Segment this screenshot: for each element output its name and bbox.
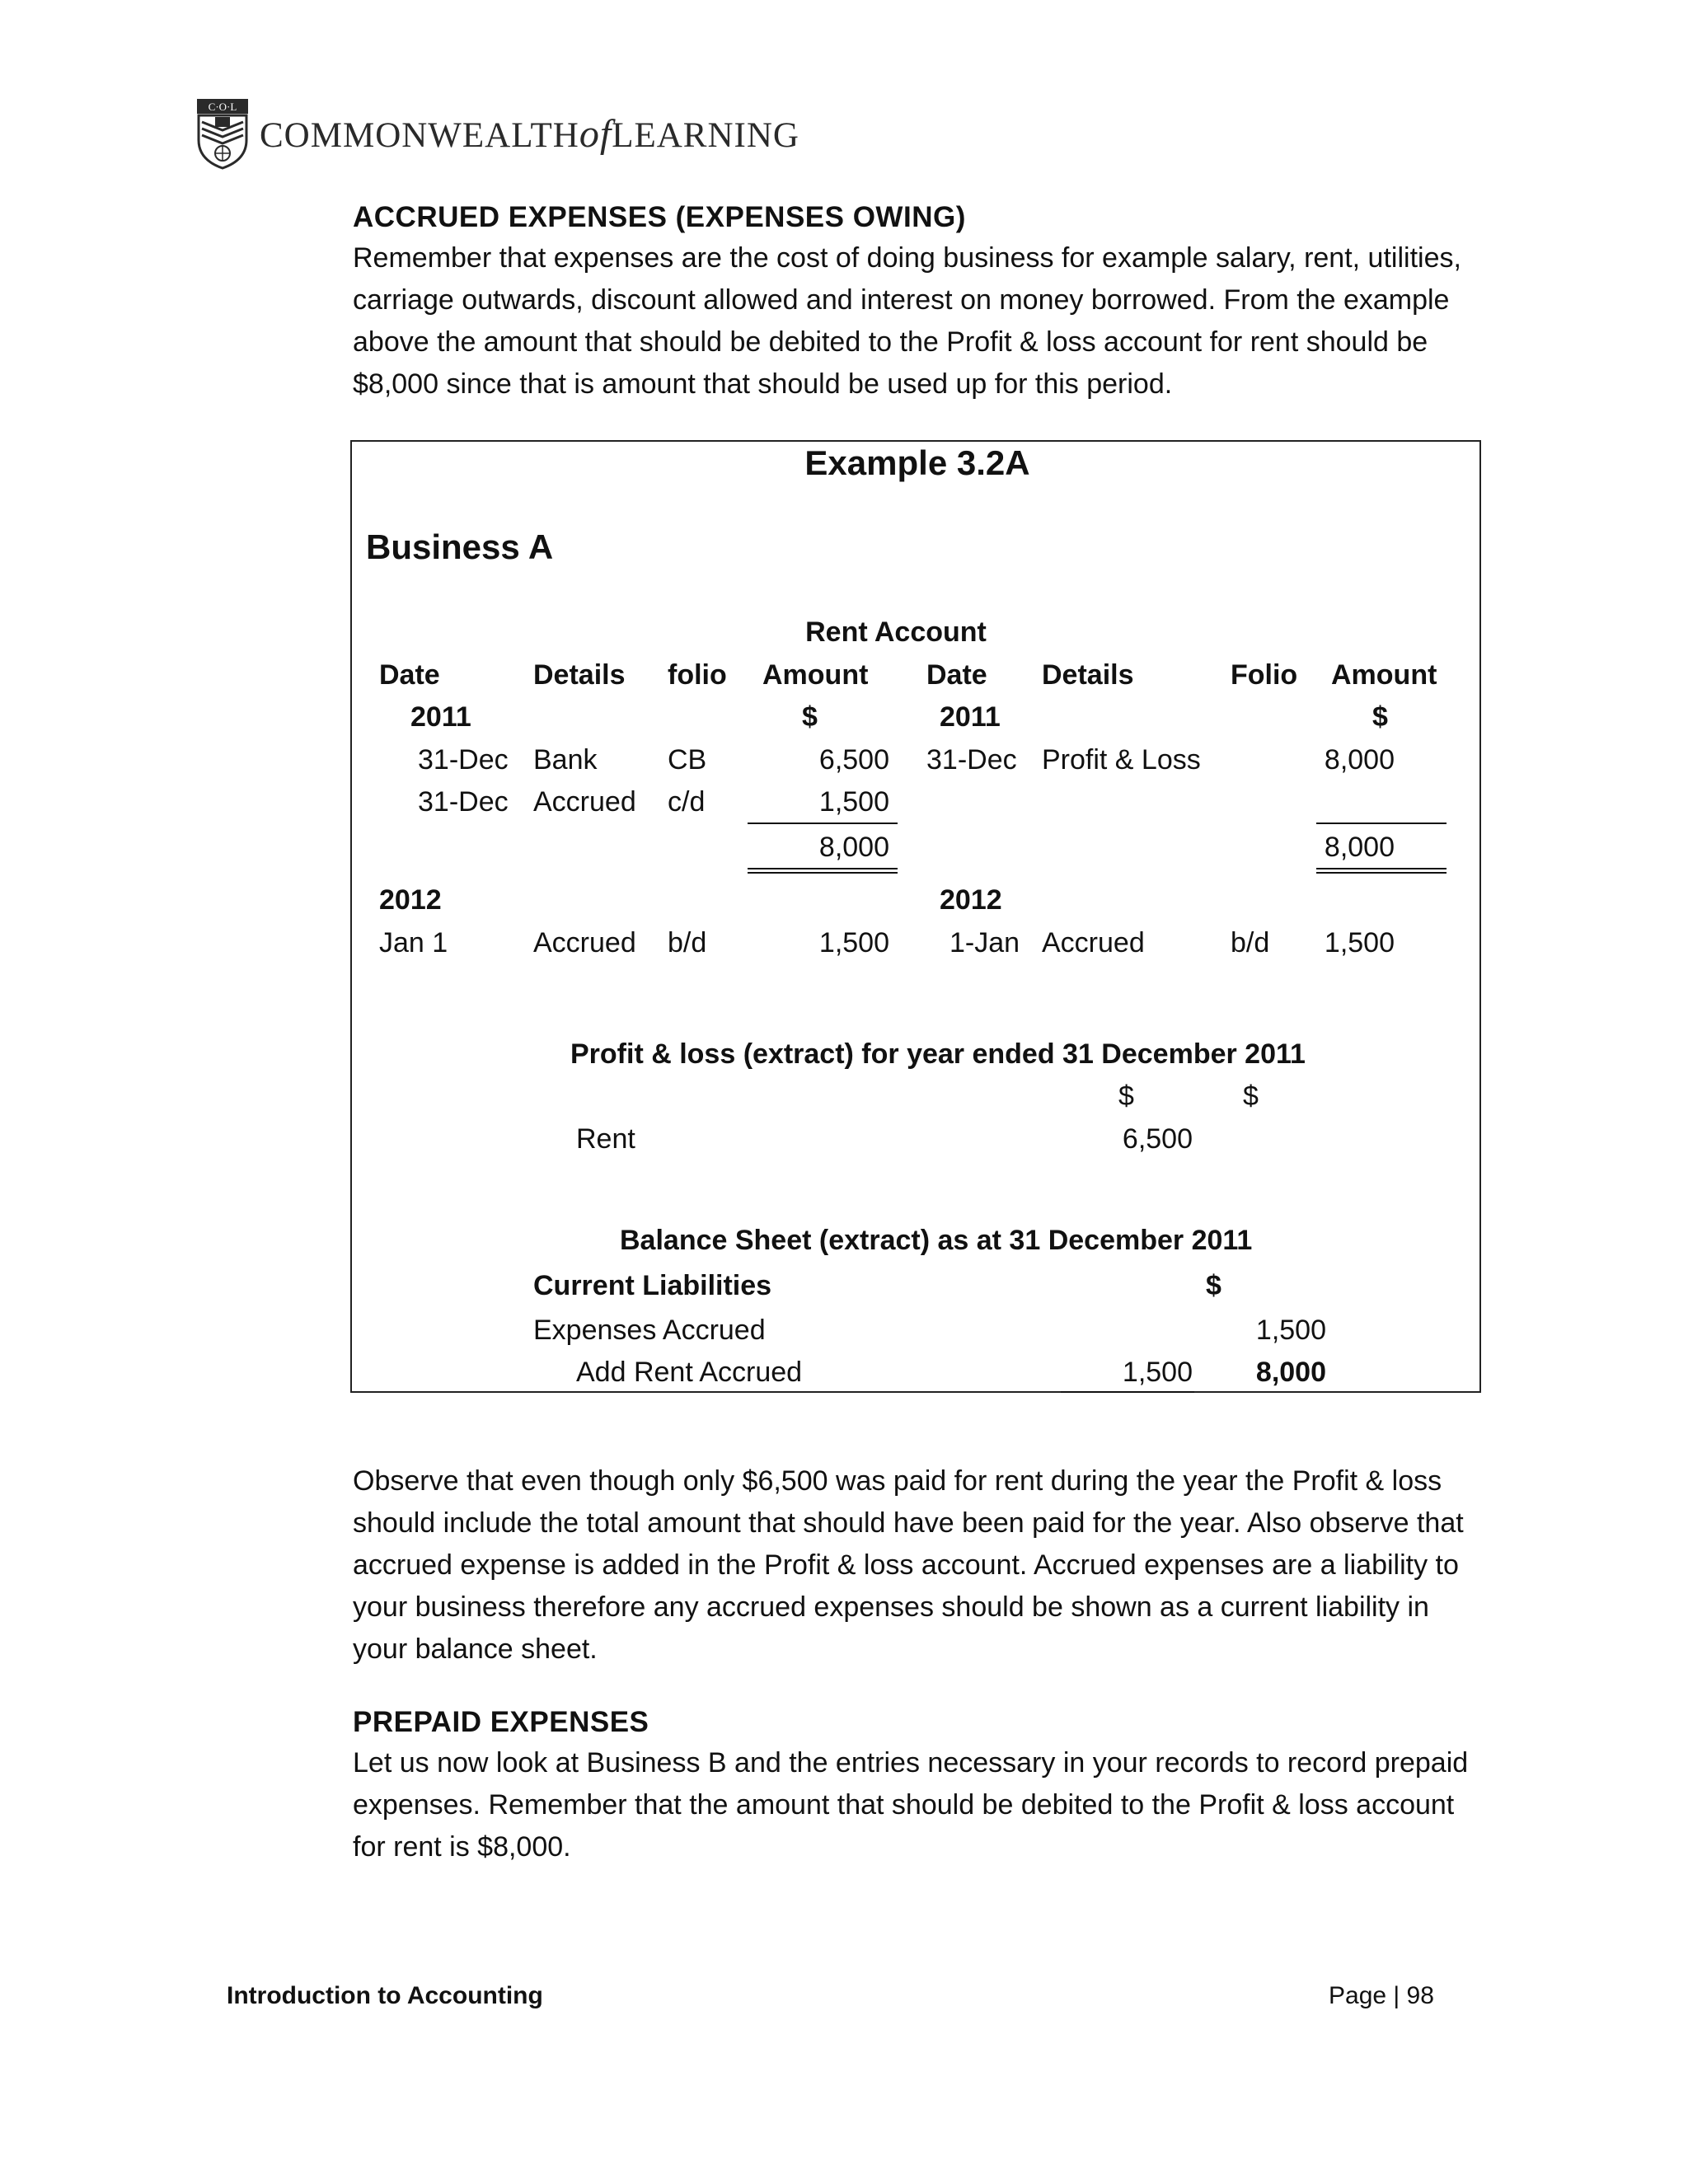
logo-of: of [579,111,612,156]
bs-section: Current Liabilities [533,1270,772,1301]
col-header-amount-right: Amount [1331,659,1437,691]
row2-details: Accrued [533,786,636,818]
bd-details: Accrued [533,927,636,958]
right-currency: $ [1372,701,1388,733]
row2-amount: 1,500 [818,786,889,818]
observe-paragraph: Observe that even though only $6,500 was paid for rent during the year the Profit & loss should include the total amount that should have been paid for the year. Also observe that accrued expense is added in the Profit & loss account. Accrued expenses are a liability to your business therefore any accrued expenses should be shown as a current liability in your balance sheet. [353,1465,1464,1665]
left-subtotal-rule [748,823,898,824]
example-title: Example 3.2A [804,443,1030,482]
right-subtotal-rule [1316,823,1447,824]
row1-right-details: Profit & Loss [1042,744,1201,776]
accrued-paragraph: Remember that expenses are the cost of doing business for example salary, rent, utilities, carriage outwards, discount allowed and interest on money borrowed. From the example above the amount that should be debited to the Profit & loss account for rent should be $8,000 since that is amount that should be used up for this period. [353,242,1461,400]
row1-amount: 6,500 [818,744,889,776]
logo-end: LEARNING [612,115,799,155]
footer-page-number: Page | 98 [1329,1982,1434,2009]
prepaid-heading: PREPAID EXPENSES [353,1706,649,1738]
row2-date: 31-Dec [418,786,509,818]
left-total-double-rule [748,868,898,874]
col-header-folio-right: Folio [1231,659,1298,691]
row1-details: Bank [533,744,598,776]
left-total: 8,000 [818,832,889,863]
logo-badge-text: C·O·L [208,101,237,113]
right-year: 2011 [940,701,1001,733]
right-total: 8,000 [1324,832,1395,863]
col-header-details: Details [533,659,626,691]
col-header-details-right: Details [1042,659,1134,691]
accrued-section [353,201,1482,405]
bd-date: Jan 1 [379,927,448,958]
bd-right-folio: b/d [1231,927,1270,958]
col-header-date-right: Date [926,659,987,691]
pl-col2-currency: $ [1243,1080,1259,1112]
logo-main: COMMONWEALTH [260,115,579,155]
observe-section [353,1460,1482,1671]
next-year-right: 2012 [940,884,1002,916]
row2-folio: c/d [668,786,706,818]
row1-date: 31-Dec [418,744,509,776]
pl-col1-currency: $ [1118,1080,1134,1112]
bs-title: Balance Sheet (extract) as at 31 December 2011 [620,1225,1253,1256]
prepaid-section [353,1706,1482,1868]
bs-line2-total: 8,000 [1255,1357,1326,1388]
col-shield-icon [195,97,250,170]
bs-currency: $ [1206,1270,1221,1301]
bd-amount: 1,500 [818,927,889,958]
col-header-folio: folio [668,659,727,691]
bd-right-date: 1-Jan [950,927,1020,958]
bs-line2-value: 1,500 [1122,1357,1193,1388]
right-total-double-rule [1316,868,1447,874]
business-name: Business A [366,527,554,566]
prepaid-paragraph: Let us now look at Business B and the entries necessary in your records to record prepaid expenses. Remember that the amount that should be debited to the Profit & loss account for rent is $8,000. [353,1747,1469,1863]
next-year-left: 2012 [379,884,442,916]
logo-wordmark [260,111,799,157]
row1-folio: CB [668,744,707,776]
pl-title: Profit & loss (extract) for year ended 31 December 2011 [570,1038,1306,1070]
commonwealth-of-learning-logo [195,97,799,170]
account-title: Rent Account [805,616,987,648]
left-year: 2011 [410,701,471,733]
pl-rent-label: Rent [576,1123,635,1155]
footer-course-title: Introduction to Accounting [227,1982,543,2009]
col-header-date: Date [379,659,440,691]
bs-line1-value: 1,500 [1255,1315,1326,1346]
bs-line1-label: Expenses Accrued [533,1315,766,1346]
example-box [350,440,1481,1393]
accrued-heading: ACCRUED EXPENSES (EXPENSES OWING) [353,201,966,233]
pl-rent-value: 6,500 [1122,1123,1193,1155]
bs-underline [1061,1391,1194,1393]
bs-line2-label: Add Rent Accrued [576,1357,803,1388]
bd-right-details: Accrued [1042,927,1145,958]
bd-right-amount: 1,500 [1324,927,1395,958]
row1-right-amount: 8,000 [1324,744,1395,776]
col-header-amount: Amount [762,659,869,691]
bd-folio: b/d [668,927,707,958]
row1-right-date: 31-Dec [926,744,1017,776]
left-currency: $ [802,701,818,733]
